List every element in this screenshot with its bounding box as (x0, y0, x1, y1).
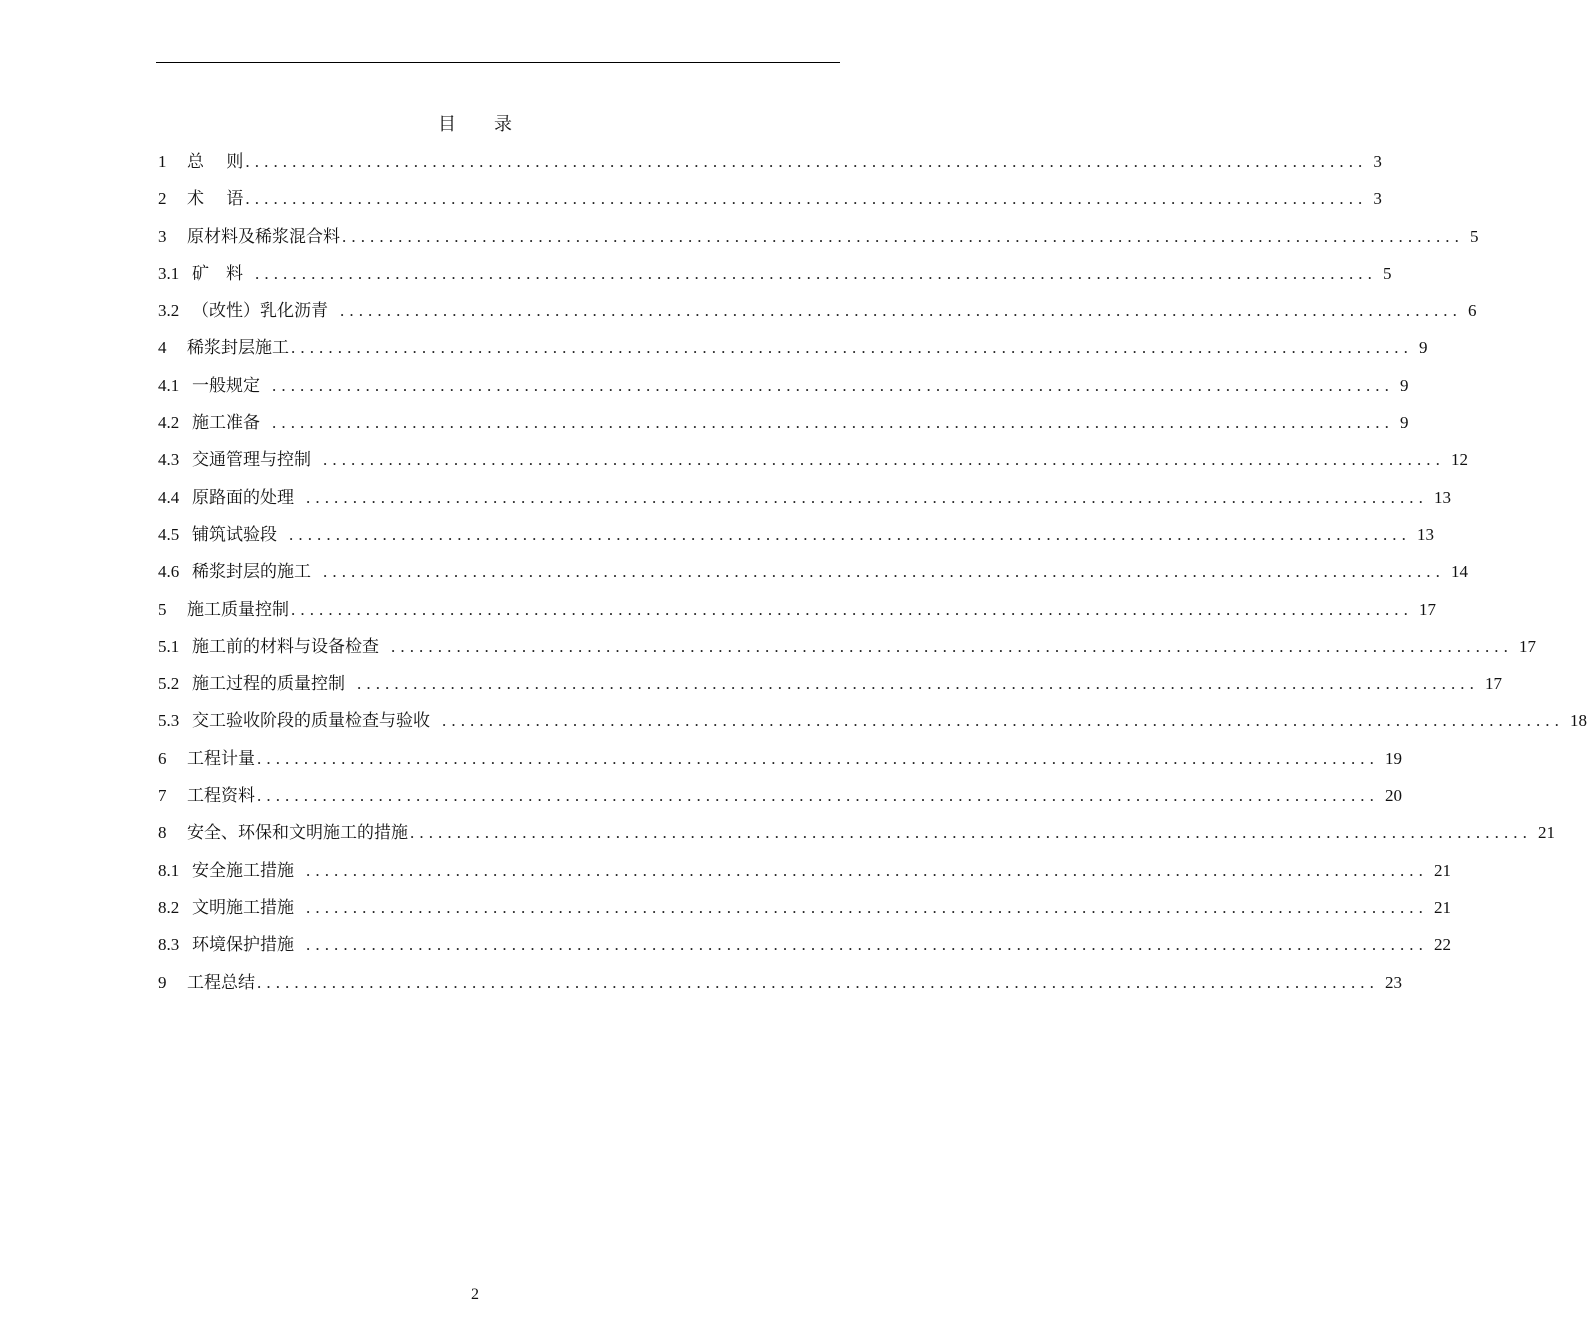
toc-dot-leader: ........................................................................................................................ (306, 487, 1428, 507)
toc-dot-leader: ........................................................................................................................ (323, 450, 1445, 470)
toc-dot-leader: ........................................................................................................................ (291, 599, 1413, 619)
toc-entry-page: 3 (1373, 189, 1382, 209)
toc-entry-page: 18 (1570, 711, 1587, 731)
toc-entry-label: 施工准备 (192, 413, 260, 434)
toc-entry-page: 13 (1434, 487, 1451, 507)
toc-dot-leader: ........................................................................................................................ (245, 152, 1368, 171)
toc-entry-number: 8 (158, 823, 167, 843)
toc-entry-number: 6 (158, 748, 167, 768)
toc-entry-label: 文明施工措施 (192, 897, 294, 918)
toc-entry-number: 8.1 (158, 860, 180, 880)
toc-entry-number: 4.3 (158, 450, 180, 470)
toc-entry-page: 5 (1470, 226, 1479, 246)
toc-entry-number: 8.3 (158, 935, 180, 955)
toc-dot-leader: ........................................................................................................................ (340, 301, 1462, 321)
toc-entry-number: 3.2 (158, 301, 180, 321)
toc-dot-leader: ........................................................................................................................ (289, 524, 1411, 544)
toc-entry-page: 21 (1434, 860, 1451, 880)
toc-dot-leader: ........................................................................................................................ (410, 823, 1532, 843)
toc-entry-number: 4.2 (158, 413, 180, 433)
toc-entry-number: 5 (158, 599, 167, 619)
toc-entry-label: 安全施工措施 (192, 860, 294, 881)
toc-entry-label: 交通管理与控制 (192, 450, 311, 471)
toc-entry-page: 19 (1385, 748, 1402, 768)
toc-entry-page: 17 (1485, 674, 1502, 694)
toc-entry-number: 3 (158, 226, 167, 246)
toc-dot-leader: ........................................................................................................................ (272, 413, 1394, 433)
toc-entry-page: 12 (1451, 450, 1468, 470)
page-number: 2 (471, 1286, 479, 1303)
toc-title-char-2: 录 (494, 114, 512, 135)
toc-entry[interactable] (158, 777, 1402, 814)
toc-dot-leader: ........................................................................................................................ (391, 636, 1513, 656)
toc-entry-label: 施工质量控制 (187, 599, 289, 620)
toc-entry-number: 4.1 (158, 375, 180, 395)
toc-dot-leader: ........................................................................................................................ (257, 972, 1379, 992)
toc-entry-label: 施工前的材料与设备检查 (192, 636, 379, 657)
toc-entry[interactable] (158, 516, 1434, 553)
toc-entry[interactable] (158, 404, 1409, 441)
toc-entry[interactable] (158, 964, 1402, 1001)
toc-entry[interactable] (158, 852, 1451, 889)
toc-entry-page: 3 (1373, 152, 1382, 171)
toc-dot-leader: ........................................................................................................................ (306, 860, 1428, 880)
toc-entry[interactable] (158, 255, 1392, 292)
toc-dot-leader: ........................................................................................................................ (342, 226, 1464, 246)
toc-entry-number: 2 (158, 189, 167, 209)
toc-entry-page: 23 (1385, 972, 1402, 992)
toc-entry-page: 9 (1419, 338, 1428, 358)
toc-entry-page: 21 (1434, 897, 1451, 917)
toc-entry[interactable] (158, 553, 1468, 590)
toc-entry-number: 4.6 (158, 562, 180, 582)
toc-entry-label: 术 语 (187, 189, 244, 210)
toc-dot-leader: ........................................................................................................................ (291, 338, 1413, 358)
toc-entry[interactable] (158, 591, 1436, 628)
toc-dot-leader: ........................................................................................................................ (306, 897, 1428, 917)
toc-entry[interactable] (158, 926, 1451, 963)
toc-entry-label: 原路面的处理 (192, 487, 294, 508)
toc-entry[interactable] (158, 292, 1477, 329)
toc-entry-number: 5.3 (158, 711, 180, 731)
toc-entry[interactable] (158, 180, 1382, 217)
toc-entry[interactable] (158, 889, 1451, 926)
toc-entry[interactable] (158, 479, 1451, 516)
toc-entry-page: 6 (1468, 301, 1477, 321)
toc-dot-leader: ........................................................................................................................ (255, 263, 1377, 283)
toc-entry-page: 17 (1519, 636, 1536, 656)
toc-entry-number: 5.2 (158, 674, 180, 694)
toc-entry-page: 20 (1385, 786, 1402, 806)
toc-entry-number: 3.1 (158, 263, 180, 283)
toc-entry-number: 4.5 (158, 524, 180, 544)
toc-entry-label: 工程资料 (187, 786, 255, 807)
toc-dot-leader: ........................................................................................................................ (357, 674, 1479, 694)
toc-entry-page: 13 (1417, 524, 1434, 544)
toc-entry-label: 工程计量 (187, 748, 255, 769)
toc-entry-page: 5 (1383, 263, 1392, 283)
toc-entry-number: 9 (158, 972, 167, 992)
toc-entry-number: 7 (158, 786, 167, 806)
toc-entry-number: 8.2 (158, 897, 180, 917)
toc-entry[interactable] (158, 329, 1428, 366)
toc-entry-number: 1 (158, 152, 167, 171)
toc-entry-label: 原材料及稀浆混合料 (187, 226, 340, 247)
toc-entry-number: 4.4 (158, 487, 180, 507)
toc-dot-leader: ........................................................................................................................ (257, 786, 1379, 806)
toc-entry-page: 22 (1434, 935, 1451, 955)
header-rule (156, 62, 840, 63)
toc-entry-label: 交工验收阶段的质量检查与验收 (192, 711, 430, 732)
toc-entry-number: 5.1 (158, 636, 180, 656)
toc-entry[interactable] (158, 628, 1536, 665)
toc-title-char-1: 目 (438, 114, 456, 135)
toc-entry[interactable] (158, 740, 1402, 777)
table-of-contents (158, 143, 1587, 1001)
toc-entry[interactable] (158, 702, 1587, 739)
toc-dot-leader: ........................................................................................................................ (442, 711, 1564, 731)
toc-dot-leader: ........................................................................................................................ (306, 935, 1428, 955)
toc-entry-number: 4 (158, 338, 167, 358)
toc-entry-label: 总 则 (187, 152, 244, 172)
toc-entry-label: 工程总结 (187, 972, 255, 993)
toc-entry-label: 稀浆封层的施工 (192, 562, 311, 583)
toc-entry-label: （改性）乳化沥青 (192, 301, 328, 322)
toc-entry-label: 铺筑试验段 (192, 524, 277, 545)
toc-entry-label: 环境保护措施 (192, 935, 294, 956)
toc-dot-leader: ........................................................................................................................ (257, 748, 1379, 768)
toc-entry-label: 施工过程的质量控制 (192, 674, 345, 695)
toc-dot-leader: ........................................................................................................................ (245, 189, 1368, 209)
toc-dot-leader: ........................................................................................................................ (272, 375, 1394, 395)
toc-entry-page: 14 (1451, 562, 1468, 582)
toc-entry[interactable] (158, 143, 1382, 180)
toc-entry-page: 21 (1538, 823, 1555, 843)
toc-entry-label: 一般规定 (192, 375, 260, 396)
toc-entry[interactable] (158, 441, 1468, 478)
toc-entry[interactable] (158, 665, 1502, 702)
toc-entry-label: 矿 料 (192, 263, 243, 284)
toc-entry[interactable] (158, 814, 1555, 851)
toc-entry-label: 稀浆封层施工 (187, 338, 289, 359)
toc-entry-label: 安全、环保和文明施工的措施 (187, 823, 408, 844)
toc-entry-page: 17 (1419, 599, 1436, 619)
toc-title (0, 112, 950, 138)
toc-entry-page: 9 (1400, 413, 1409, 433)
toc-entry-page: 9 (1400, 375, 1409, 395)
toc-entry[interactable] (158, 367, 1409, 404)
toc-entry[interactable] (158, 218, 1479, 255)
toc-dot-leader: ........................................................................................................................ (323, 562, 1445, 582)
